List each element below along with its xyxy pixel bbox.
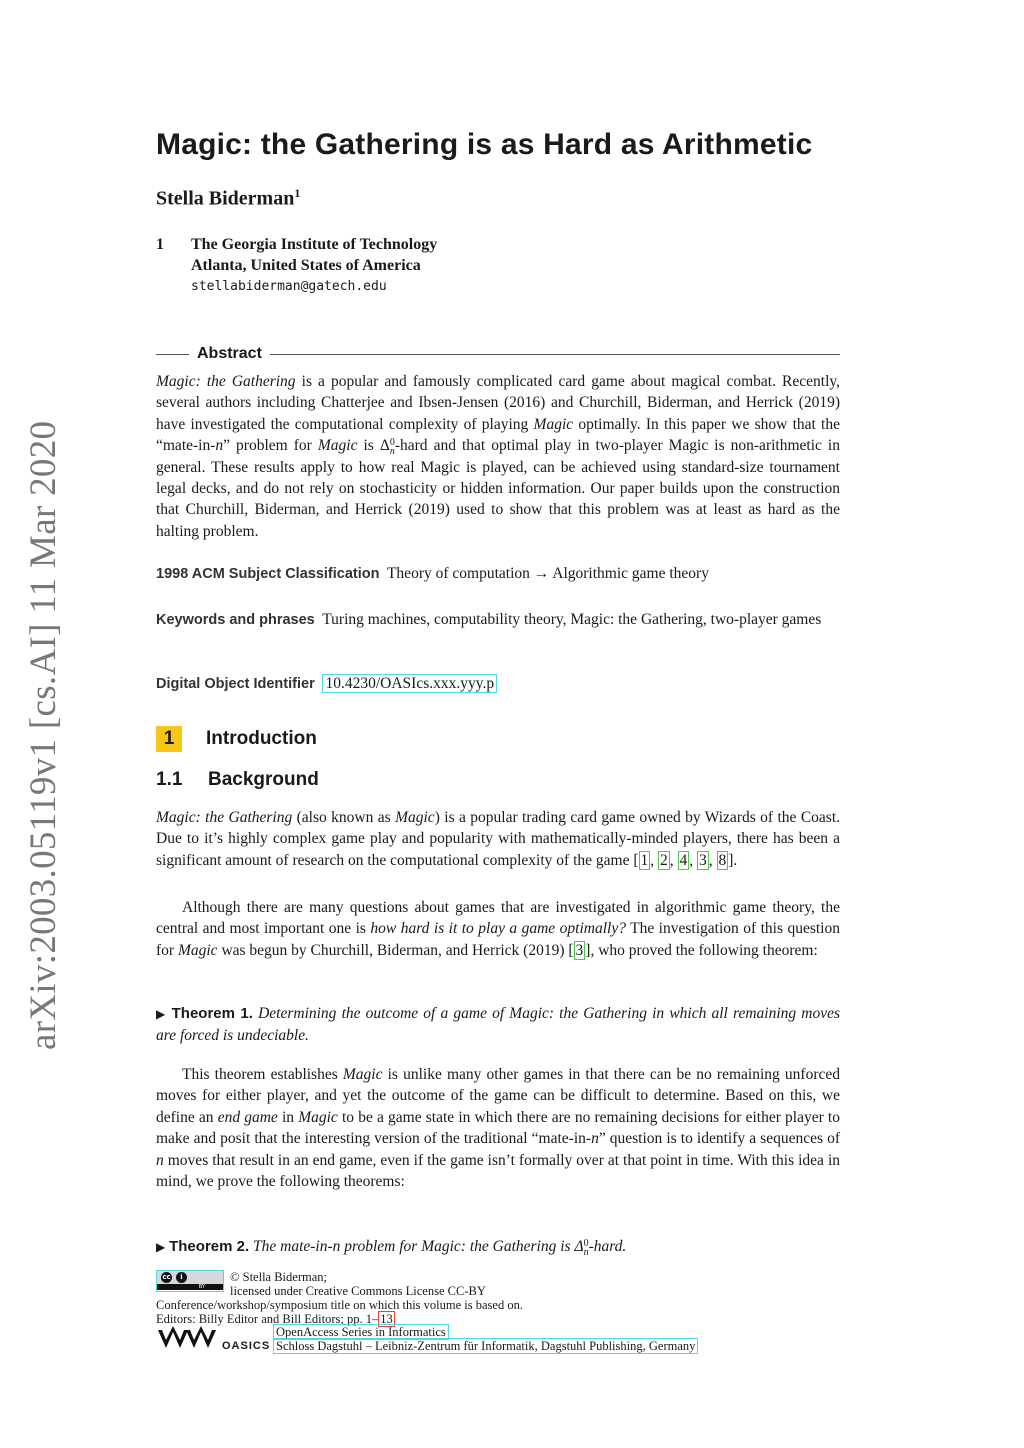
citation-link[interactable]: 1 xyxy=(640,851,649,869)
affiliation-institution: The Georgia Institute of Technology xyxy=(191,236,438,253)
acm-classification xyxy=(156,565,840,583)
series-link[interactable]: OpenAccess Series in Informatics xyxy=(273,1324,449,1340)
footer-license: licensed under Creative Commons License CC-BY xyxy=(230,1284,486,1298)
oasics-wordmark: OASICS xyxy=(222,1340,271,1352)
doi-label: Digital Object Identifier xyxy=(156,676,315,692)
p3-emph: Magic xyxy=(298,1108,338,1126)
delta-sub: n xyxy=(583,1247,589,1258)
theorem-2-text: -hard. xyxy=(588,1238,627,1255)
footer-editors-text: Editors: Billy Editor and Bill Editors; pp. 1– xyxy=(156,1312,379,1326)
theorem-1-label: Theorem 1. xyxy=(171,1005,253,1022)
attribution-icon: i xyxy=(176,1272,187,1283)
abstract-heading-label: Abstract xyxy=(197,345,262,362)
oasics-logo-icon xyxy=(156,1326,218,1352)
bg-emph: Magic xyxy=(177,941,218,959)
abstract-span: -hard and that optimal play in two-player Magic is non-arithmetic in general. These results apply to how real Magic is played, can be achieved using standard-size tournament legal decks, and do not rely on stochasticity or hidden information. Our paper builds upon the construction that Churchill, Biderman, and Herrick (2019) used to show that this problem was at least as hard as the halting problem. xyxy=(156,437,840,540)
bg-emph: Magic xyxy=(395,809,435,826)
keywords-text: Turing machines, computability theory, Magic: the Gathering, two-player games xyxy=(322,611,822,628)
p3-span: This theorem establishes xyxy=(182,1066,343,1083)
abstract-span: optimally. In this paper we show that the “mate-in- xyxy=(156,415,840,455)
paper-title: Magic: the Gathering is as Hard as Arithmetic xyxy=(156,128,813,161)
theorem-2-label: Theorem 2. xyxy=(169,1238,250,1255)
section-1-heading xyxy=(156,726,840,752)
delta-sub: n xyxy=(389,446,395,458)
footer-conference: Conference/workshop/symposium title on which this volume is based on. xyxy=(156,1298,523,1312)
citation-link[interactable]: 2 xyxy=(660,851,668,869)
doi xyxy=(156,675,840,693)
theorem-2-text: The mate-in-n problem for Magic: the Gathering is Δ xyxy=(253,1238,584,1255)
bg-span: ], who proved the following theorem: xyxy=(585,941,818,959)
abstract-span: is a popular and famously complicated card game about magical combat. Recently, several authors including Chatterjee and Ibsen-Jensen (2016) and Churchill, Biderman, and Herrick (2019) have investigated the computational complexity of playing xyxy=(156,373,840,433)
delta-sup: 0 xyxy=(583,1238,589,1249)
p3-emph: n xyxy=(156,1151,164,1169)
theorem-marker-icon: ▶ xyxy=(156,1007,167,1021)
keywords-label: Keywords and phrases xyxy=(156,612,315,628)
keywords xyxy=(156,609,840,631)
cc-by-label: BY xyxy=(157,1284,223,1290)
p3-span: is unlike many other games in that there can be no remaining unforced moves for either player, and yet the outcome of the game can be difficult to determine. Based on this, we define an xyxy=(156,1066,840,1126)
cite-sep: , xyxy=(650,851,658,869)
author-email[interactable]: stellabiderman@gatech.edu xyxy=(191,279,387,294)
citation-link[interactable]: 4 xyxy=(679,851,688,869)
bg-span: was begun by Churchill, Biderman, and Herrick (2019) [ xyxy=(217,941,574,959)
abstract-rule-left xyxy=(156,354,189,355)
bg-emph: how hard is it to play a game optimally? xyxy=(370,920,626,938)
abstract-span: is Δ xyxy=(357,437,390,455)
abstract-text xyxy=(156,371,840,542)
bg-span: (also known as xyxy=(292,809,396,826)
acm-label: 1998 ACM Subject Classification xyxy=(156,566,380,582)
p3-emph: end game xyxy=(217,1108,278,1126)
bg-span: ) is a popular trading card game owned by Wizards of the Coast. Due to it’s highly complex game play and popularity with mathematically-minded players, there has been a significant amount of research on the computational complexity of the game [ xyxy=(156,809,840,869)
section-1-number: 1 xyxy=(156,726,182,752)
paragraph-end-game xyxy=(156,1064,840,1192)
delta-sup: 0 xyxy=(389,437,395,449)
section-1-1-number: 1.1 xyxy=(156,769,183,790)
p3-span: ” question is to identify a sequences of xyxy=(598,1130,840,1148)
citation-link[interactable]: 3 xyxy=(575,941,584,959)
theorem-marker-icon: ▶ xyxy=(156,1240,166,1254)
cc-icon: cc xyxy=(161,1272,172,1283)
arxiv-stamp: arXiv:2003.05119v1 [cs.AI] 11 Mar 2020 xyxy=(23,420,64,1050)
bg-span: Although there are many questions about games that are investigated in algorithmic game theory, the central and most important one is xyxy=(156,899,840,938)
doi-link[interactable]: 10.4230/OASIcs.xxx.yyy.p xyxy=(322,674,497,693)
background-paragraph-2 xyxy=(156,897,840,961)
p3-span: moves that result in an end game, even if the game isn’t formally over at that point in time. With this idea in mind, we prove the following theorems: xyxy=(156,1151,840,1191)
section-1-title: Introduction xyxy=(206,728,317,749)
cite-sep: , xyxy=(708,851,717,869)
section-1-1-title: Background xyxy=(208,769,319,790)
acm-text: Theory of computation → Algorithmic game theory xyxy=(386,565,709,582)
p3-span: in xyxy=(277,1108,299,1126)
footer-copyright: © Stella Biderman; xyxy=(230,1270,327,1284)
p3-emph: n xyxy=(591,1130,599,1148)
p3-span: to be a game state in which there are no remaining decisions for either player to make and posit that the interesting version of the traditional “mate-in- xyxy=(156,1108,840,1148)
theorem-2 xyxy=(156,1236,840,1258)
abstract-span: ” problem for xyxy=(223,437,318,455)
author-line xyxy=(156,186,840,211)
publisher-link[interactable]: Schloss Dagstuhl – Leibniz-Zentrum für Informatik, Dagstuhl Publishing, Germany xyxy=(273,1338,698,1354)
cite-sep: , xyxy=(669,851,678,869)
abstract-emph: Magic xyxy=(317,437,358,455)
footer-publisher xyxy=(273,1340,698,1354)
affiliation-location: Atlanta, United States of America xyxy=(191,257,421,274)
author-name: Stella Biderman xyxy=(156,187,295,210)
theorem-1 xyxy=(156,1003,840,1047)
author-affil-sup: 1 xyxy=(294,186,301,200)
abstract-heading xyxy=(156,344,840,364)
theorem-1-text: Determining the outcome of a game of Magic: the Gathering in which all remaining moves are forced is undeciable. xyxy=(156,1005,840,1045)
abstract-emph: n xyxy=(215,437,224,455)
cite-sep: , xyxy=(689,851,697,869)
bg-span: ]. xyxy=(728,851,738,869)
bg-span: The investigation of this question for xyxy=(156,920,840,959)
citation-link[interactable]: 3 xyxy=(699,851,707,869)
abstract-emph: Magic xyxy=(533,415,574,433)
bg-emph: Magic: the Gathering xyxy=(156,809,293,826)
abstract-rule-right xyxy=(270,354,840,355)
p3-emph: Magic xyxy=(342,1066,383,1083)
citation-link[interactable]: 8 xyxy=(718,851,727,869)
abstract-emph: Magic: the Gathering xyxy=(156,373,296,390)
section-1-1-heading xyxy=(156,769,840,791)
cc-by-badge[interactable] xyxy=(156,1270,224,1292)
background-paragraph-1 xyxy=(156,807,840,871)
affiliation-number: 1 xyxy=(156,236,164,253)
last-page-link[interactable]: 13 xyxy=(380,1312,393,1326)
